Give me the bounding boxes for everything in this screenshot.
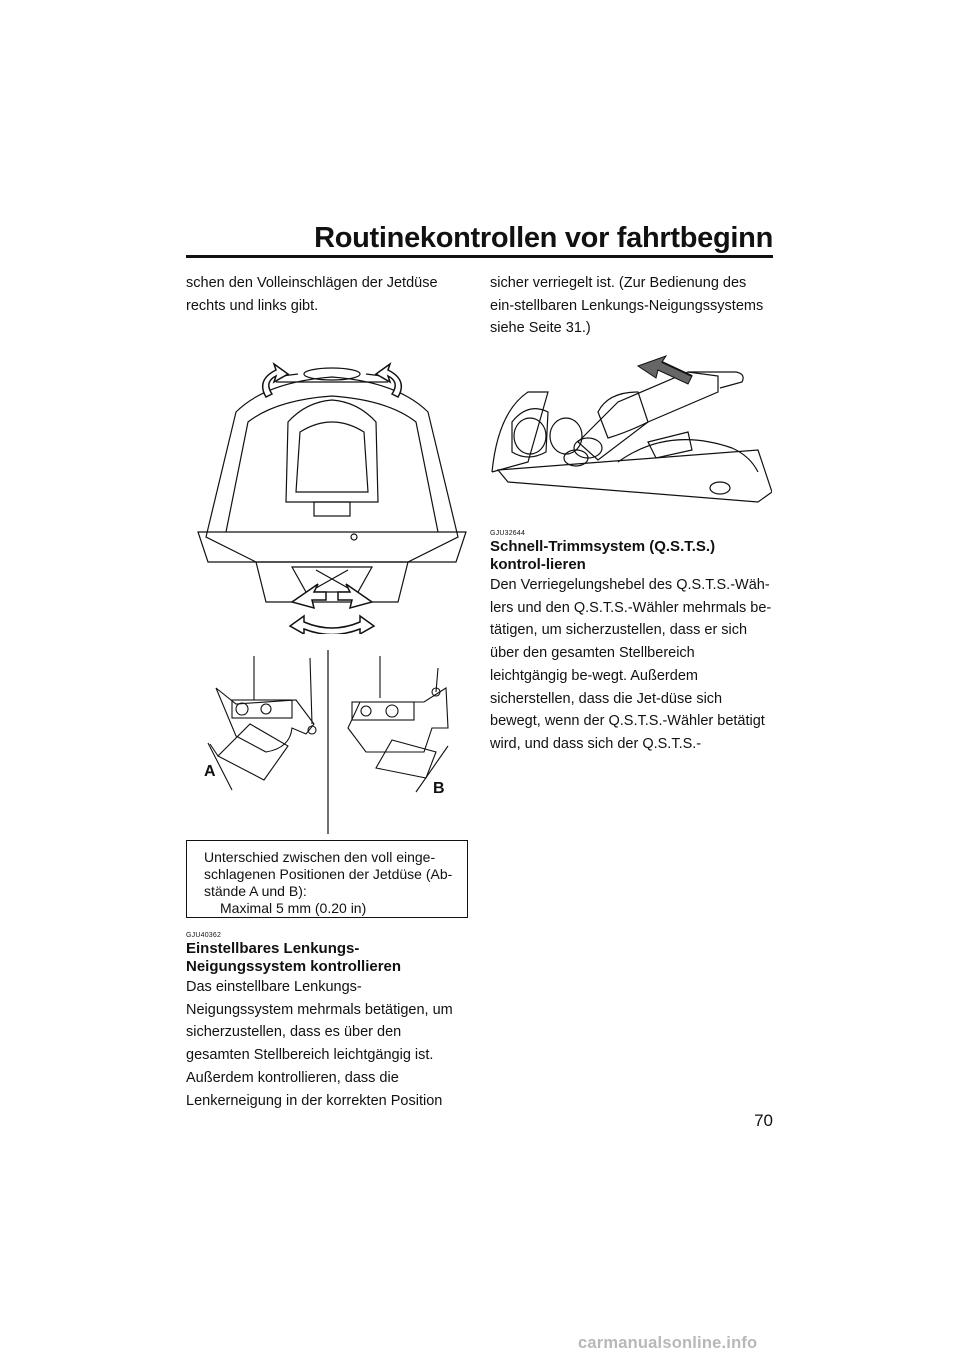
page-number: 70 — [754, 1111, 773, 1130]
jet-nozzle-positions-illustration — [196, 648, 468, 834]
right-section — [490, 530, 773, 756]
note-line-2: schlagenen Positionen der Jetdüse (Ab- — [204, 866, 453, 882]
section-body: Den Verriegelungshebel des Q.S.T.S.-Wäh-lers und den Q.S.T.S.-Wähler mehrmals be-tätigen, um sicherzustellen, dass er sich über den gesamten Stellbereich leichtgängig be-wegt. Außerdem sicherstellen, dass die Jet-düse sich bewegt, wenn der Q.S.T.S.-Wähler betätigt wird, und dass sich der Q.S.T.S.- — [490, 577, 772, 752]
left-section — [186, 932, 468, 1112]
note-line-1: Unterschied zwischen den voll einge- — [204, 849, 436, 865]
section-heading: Schnell-Trimmsystem (Q.S.T.S.) kontrol-lieren — [490, 538, 716, 573]
section-body: Das einstellbare Lenkungs-Neigungssystem mehrmals betätigen, um sicherzustellen, dass es über den gesamten Stellbereich leichtgängig ist. Außerdem kontrollieren, dass die Lenkerneigung in der korrekten Position — [186, 979, 453, 1109]
label-a: A — [204, 763, 216, 780]
section-code: GJU32644 — [490, 530, 526, 537]
note-line-3: stände A und B): — [204, 883, 307, 899]
spec-note-box — [186, 840, 468, 918]
right-intro-text: sicher verriegelt ist. (Zur Bedienung des ein-stellbaren Lenkungs-Neigungssystems siehe Seite 31.) — [490, 275, 764, 337]
label-b: B — [433, 780, 445, 797]
note-value: Maximal 5 mm (0.20 in) — [220, 900, 367, 916]
section-code: GJU40362 — [186, 932, 222, 939]
right-intro — [490, 272, 773, 340]
page-title: Routinekontrollen vor fahrtbeginn — [314, 222, 773, 254]
left-intro-text: schen den Volleinschlägen der Jetdüse rechts und links gibt. — [186, 275, 438, 314]
section-heading: Einstellbares Lenkungs-Neigungssystem kontrollieren — [186, 940, 402, 975]
left-intro — [186, 272, 468, 317]
steering-tilt-illustration — [488, 352, 772, 520]
title-rule — [186, 255, 773, 258]
watermark: carmanualsonline.info — [578, 1334, 758, 1352]
watercraft-top-view-illustration — [196, 352, 468, 634]
